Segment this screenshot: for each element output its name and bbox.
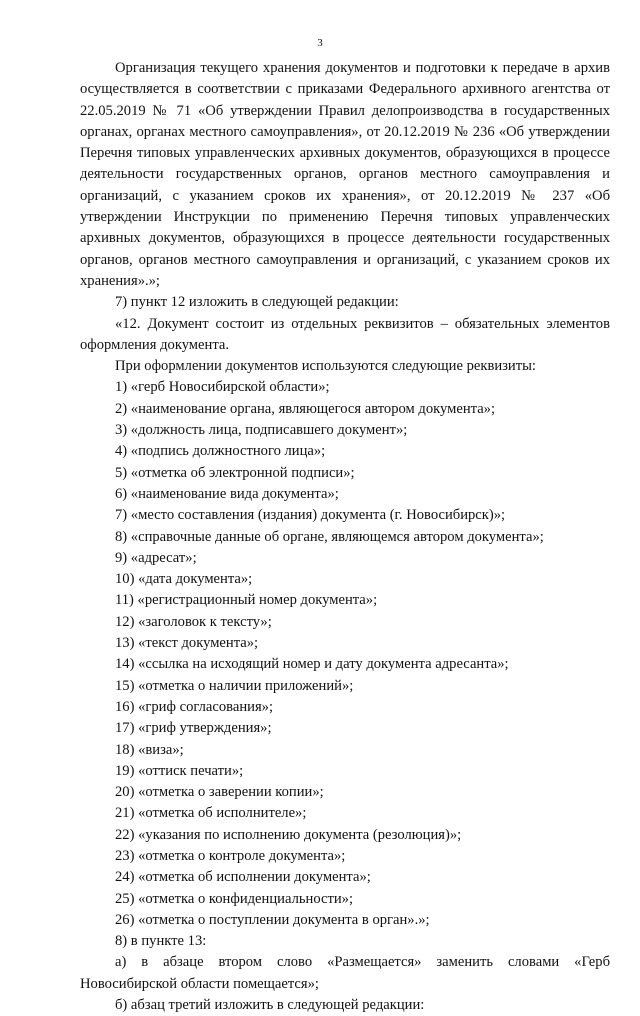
list-item: 14) «ссылка на исходящий номер и дату документа адресанта»; — [115, 656, 509, 673]
list-item: 2) «наименование органа, являющегося автором документа»; — [115, 400, 496, 417]
point-7: 7) пункт 12 изложить в следующей редакции: — [115, 294, 399, 311]
list-item: 19) «оттиск печати»; — [115, 762, 244, 779]
subpoint-b: б) абзац третий изложить в следующей редакции: — [115, 997, 425, 1014]
list-item: 7) «место составления (издания) документа (г. Новосибирск)»; — [115, 507, 506, 524]
list-item: 9) «адресат»; — [115, 549, 197, 566]
list-item: 1) «герб Новосибирской области»; — [115, 379, 330, 396]
requisites-intro: При оформлении документов используются следующие реквизиты: — [115, 358, 536, 375]
page-number: 3 — [317, 37, 323, 49]
list-item: 10) «дата документа»; — [115, 571, 253, 588]
list-item: 11) «регистрационный номер документа»; — [115, 592, 378, 609]
subpoint-a: а) в абзаце втором слово «Размещается» заменить словами «Герб Новосибирской области помещается»; — [80, 954, 610, 992]
list-item: 16) «гриф согласования»; — [115, 698, 274, 715]
list-item: 20) «отметка о заверении копии»; — [115, 784, 324, 801]
document-body — [80, 58, 610, 1016]
list-item: 8) «справочные данные об органе, являющемся автором документа»; — [115, 528, 544, 545]
list-item: 18) «виза»; — [115, 741, 184, 758]
list-item: 5) «отметка об электронной подписи»; — [115, 464, 355, 481]
list-item: 22) «указания по исполнению документа (резолюция)»; — [115, 826, 462, 843]
intro-paragraph: Организация текущего хранения документов и подготовки к передаче в архив осуществляется в соответствии с приказами Федерального архивного агентства от 22.05.2019 № 71 «Об утверждении Правил делопроизводства в государственных органах, органах местного самоуправления», от 20.12.2019 № 236 «Об утверждении Перечня типовых управленческих архивных документов, образующихся в процессе деятельности государственных органов, органов местного самоуправления и организаций, с указанием сроков их хранения», от 20.12.2019 № 237 «Об утверждении Инструкции по применению Перечня типовых управленческих архивных документов, образующихся в процессе деятельности государственных органов, органов местного самоуправления и организаций, с указанием сроков их хранения».»; — [80, 60, 610, 289]
list-item: 23) «отметка о контроле документа»; — [115, 847, 346, 864]
list-item: 25) «отметка о конфиденциальности»; — [115, 890, 353, 907]
list-item: 15) «отметка о наличии приложений»; — [115, 677, 354, 694]
point-8: 8) в пункте 13: — [115, 933, 207, 950]
list-item: 13) «текст документа»; — [115, 635, 259, 652]
point-12-text: «12. Документ состоит из отдельных реквизитов – обязательных элементов оформления документа. — [80, 315, 610, 353]
requisites-list — [80, 377, 610, 931]
list-item: 17) «гриф утверждения»; — [115, 720, 272, 737]
list-item: 12) «заголовок к тексту»; — [115, 613, 272, 630]
list-item: 6) «наименование вида документа»; — [115, 485, 339, 502]
list-item: 26) «отметка о поступлении документа в орган».»; — [115, 911, 430, 928]
list-item: 24) «отметка об исполнении документа»; — [115, 869, 371, 886]
list-item: 3) «должность лица, подписавшего документ»; — [115, 422, 408, 439]
list-item: 21) «отметка об исполнителе»; — [115, 805, 307, 822]
list-item: 4) «подпись должностного лица»; — [115, 443, 326, 460]
